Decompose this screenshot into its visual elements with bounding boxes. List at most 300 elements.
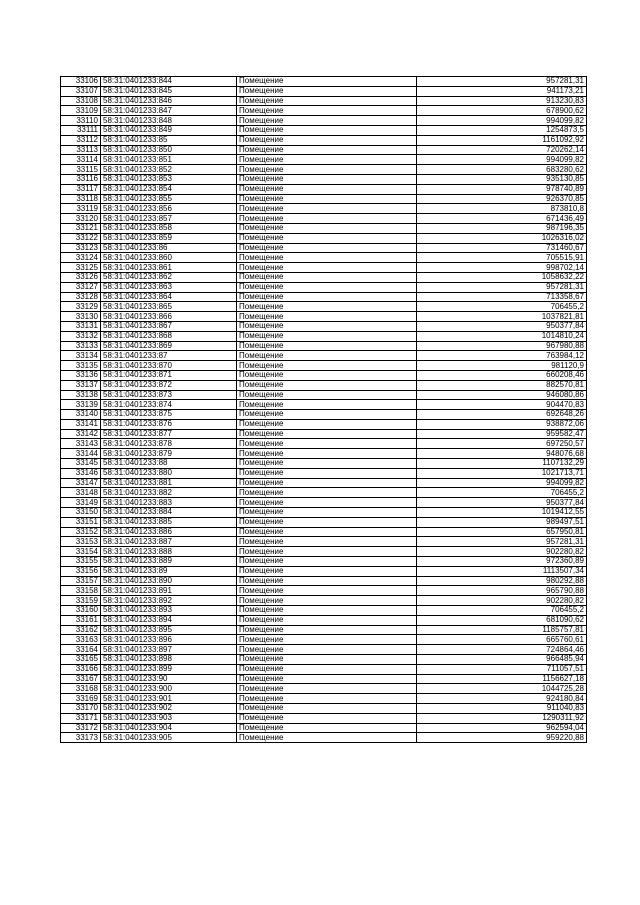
object-type-cell: Помещение: [237, 429, 417, 439]
cadastral-value-cell: 946080,86: [417, 390, 587, 400]
row-number-cell: 33134: [61, 351, 101, 361]
cadastral-value-cell: 959220,88: [417, 733, 587, 743]
object-type-cell: Помещение: [237, 253, 417, 263]
object-type-cell: Помещение: [237, 174, 417, 184]
cadastral-value-cell: 1161092,92: [417, 135, 587, 145]
cadastral-value-cell: 720262,14: [417, 145, 587, 155]
row-number-cell: 33126: [61, 272, 101, 282]
cadastral-number-cell: 58:31:0401233:888: [101, 547, 237, 557]
cadastral-value-cell: 994099,82: [417, 155, 587, 165]
table-row: [61, 145, 587, 155]
row-number-cell: 33158: [61, 586, 101, 596]
cadastral-number-cell: 58:31:0401233:865: [101, 302, 237, 312]
object-type-cell: Помещение: [237, 674, 417, 684]
cadastral-number-cell: 58:31:0401233:904: [101, 723, 237, 733]
object-type-cell: Помещение: [237, 439, 417, 449]
cadastral-value-cell: 1107132,29: [417, 459, 587, 469]
table-row: [61, 645, 587, 655]
cadastral-value-cell: 950377,84: [417, 321, 587, 331]
cadastral-value-cell: 980292,88: [417, 576, 587, 586]
row-number-cell: 33150: [61, 508, 101, 518]
object-type-cell: Помещение: [237, 557, 417, 567]
cadastral-number-cell: 58:31:0401233:874: [101, 400, 237, 410]
table-row: [61, 664, 587, 674]
cadastral-value-cell: 1156627,18: [417, 674, 587, 684]
cadastral-value-cell: 1026316,02: [417, 233, 587, 243]
object-type-cell: Помещение: [237, 223, 417, 233]
object-type-cell: Помещение: [237, 468, 417, 478]
table-row: [61, 586, 587, 596]
table-row: [61, 576, 587, 586]
cadastral-number-cell: 58:31:0401233:872: [101, 380, 237, 390]
cadastral-number-cell: 58:31:0401233:853: [101, 174, 237, 184]
row-number-cell: 33106: [61, 77, 101, 87]
cadastral-value-cell: 1019412,55: [417, 508, 587, 518]
cadastral-value-cell: 941173,21: [417, 86, 587, 96]
object-type-cell: Помещение: [237, 508, 417, 518]
table-row: [61, 380, 587, 390]
cadastral-value-cell: 962594,04: [417, 723, 587, 733]
cadastral-number-cell: 58:31:0401233:869: [101, 341, 237, 351]
row-number-cell: 33136: [61, 370, 101, 380]
table-row: [61, 684, 587, 694]
table-row: [61, 723, 587, 733]
row-number-cell: 33142: [61, 429, 101, 439]
object-type-cell: Помещение: [237, 419, 417, 429]
row-number-cell: 33159: [61, 596, 101, 606]
table-row: [61, 331, 587, 341]
row-number-cell: 33139: [61, 400, 101, 410]
table-row: [61, 674, 587, 684]
object-type-cell: Помещение: [237, 606, 417, 616]
object-type-cell: Помещение: [237, 96, 417, 106]
cadastral-number-cell: 58:31:0401233:90: [101, 674, 237, 684]
row-number-cell: 33130: [61, 312, 101, 322]
object-type-cell: Помещение: [237, 517, 417, 527]
object-type-cell: Помещение: [237, 713, 417, 723]
row-number-cell: 33166: [61, 664, 101, 674]
object-type-cell: Помещение: [237, 155, 417, 165]
cadastral-value-cell: 657950,81: [417, 527, 587, 537]
table-row: [61, 370, 587, 380]
row-number-cell: 33110: [61, 116, 101, 126]
table-row: [61, 635, 587, 645]
row-number-cell: 33123: [61, 243, 101, 253]
cadastral-value-cell: 665760,61: [417, 635, 587, 645]
object-type-cell: Помещение: [237, 282, 417, 292]
cadastral-value-cell: 965790,88: [417, 586, 587, 596]
cadastral-value-cell: 731460,67: [417, 243, 587, 253]
row-number-cell: 33124: [61, 253, 101, 263]
cadastral-value-cell: 1290311,92: [417, 713, 587, 723]
row-number-cell: 33152: [61, 527, 101, 537]
cadastral-number-cell: 58:31:0401233:903: [101, 713, 237, 723]
row-number-cell: 33173: [61, 733, 101, 743]
object-type-cell: Помещение: [237, 449, 417, 459]
object-type-cell: Помещение: [237, 478, 417, 488]
row-number-cell: 33119: [61, 204, 101, 214]
cadastral-number-cell: 58:31:0401233:88: [101, 459, 237, 469]
row-number-cell: 33125: [61, 263, 101, 273]
cadastral-value-cell: 994099,82: [417, 116, 587, 126]
row-number-cell: 33169: [61, 694, 101, 704]
cadastral-number-cell: 58:31:0401233:856: [101, 204, 237, 214]
row-number-cell: 33113: [61, 145, 101, 155]
cadastral-number-cell: 58:31:0401233:868: [101, 331, 237, 341]
cadastral-number-cell: 58:31:0401233:875: [101, 410, 237, 420]
table-row: [61, 361, 587, 371]
cadastral-value-cell: 713358,67: [417, 292, 587, 302]
document-page: [60, 76, 586, 743]
row-number-cell: 33120: [61, 214, 101, 224]
object-type-cell: Помещение: [237, 704, 417, 714]
table-row: [61, 606, 587, 616]
cadastral-value-cell: 678900,62: [417, 106, 587, 116]
table-row: [61, 517, 587, 527]
table-row: [61, 184, 587, 194]
cadastral-number-cell: 58:31:0401233:860: [101, 253, 237, 263]
table-row: [61, 204, 587, 214]
row-number-cell: 33161: [61, 615, 101, 625]
table-row: [61, 410, 587, 420]
table-row: [61, 557, 587, 567]
cadastral-value-cell: 692648,26: [417, 410, 587, 420]
table-row: [61, 282, 587, 292]
cadastral-number-cell: 58:31:0401233:902: [101, 704, 237, 714]
object-type-cell: Помещение: [237, 263, 417, 273]
cadastral-number-cell: 58:31:0401233:862: [101, 272, 237, 282]
row-number-cell: 33162: [61, 625, 101, 635]
cadastral-value-cell: 966485,94: [417, 655, 587, 665]
cadastral-value-cell: 705515,91: [417, 253, 587, 263]
cadastral-number-cell: 58:31:0401233:900: [101, 684, 237, 694]
cadastral-number-cell: 58:31:0401233:893: [101, 606, 237, 616]
cadastral-value-cell: 989497,51: [417, 517, 587, 527]
object-type-cell: Помещение: [237, 341, 417, 351]
cadastral-number-cell: 58:31:0401233:861: [101, 263, 237, 273]
row-number-cell: 33115: [61, 165, 101, 175]
cadastral-value-cell: 1037821,81: [417, 312, 587, 322]
cadastral-value-cell: 660208,46: [417, 370, 587, 380]
row-number-cell: 33140: [61, 410, 101, 420]
object-type-cell: Помещение: [237, 664, 417, 674]
table-row: [61, 655, 587, 665]
table-row: [61, 263, 587, 273]
row-number-cell: 33109: [61, 106, 101, 116]
object-type-cell: Помещение: [237, 400, 417, 410]
object-type-cell: Помещение: [237, 321, 417, 331]
row-number-cell: 33132: [61, 331, 101, 341]
row-number-cell: 33164: [61, 645, 101, 655]
cadastral-number-cell: 58:31:0401233:881: [101, 478, 237, 488]
row-number-cell: 33167: [61, 674, 101, 684]
table-row: [61, 321, 587, 331]
cadastral-number-cell: 58:31:0401233:879: [101, 449, 237, 459]
cadastral-value-cell: 902280,82: [417, 596, 587, 606]
object-type-cell: Помещение: [237, 527, 417, 537]
cadastral-number-cell: 58:31:0401233:884: [101, 508, 237, 518]
table-row: [61, 488, 587, 498]
row-number-cell: 33133: [61, 341, 101, 351]
cadastral-number-cell: 58:31:0401233:850: [101, 145, 237, 155]
object-type-cell: Помещение: [237, 302, 417, 312]
table-row: [61, 165, 587, 175]
table-row: [61, 253, 587, 263]
row-number-cell: 33151: [61, 517, 101, 527]
row-number-cell: 33114: [61, 155, 101, 165]
cadastral-number-cell: 58:31:0401233:894: [101, 615, 237, 625]
cadastral-number-cell: 58:31:0401233:871: [101, 370, 237, 380]
cadastral-number-cell: 58:31:0401233:905: [101, 733, 237, 743]
table-row: [61, 174, 587, 184]
cadastral-value-cell: 978740,89: [417, 184, 587, 194]
cadastral-value-cell: 911040,83: [417, 704, 587, 714]
cadastral-number-cell: 58:31:0401233:882: [101, 488, 237, 498]
object-type-cell: Помещение: [237, 312, 417, 322]
cadastral-value-cell: 959582,47: [417, 429, 587, 439]
table-row: [61, 419, 587, 429]
cadastral-value-cell: 998702,14: [417, 263, 587, 273]
table-row: [61, 292, 587, 302]
row-number-cell: 33146: [61, 468, 101, 478]
cadastral-number-cell: 58:31:0401233:854: [101, 184, 237, 194]
row-number-cell: 33129: [61, 302, 101, 312]
object-type-cell: Помещение: [237, 723, 417, 733]
cadastral-value-cell: 763984,12: [417, 351, 587, 361]
row-number-cell: 33122: [61, 233, 101, 243]
cadastral-number-cell: 58:31:0401233:851: [101, 155, 237, 165]
property-table: [60, 76, 587, 743]
object-type-cell: Помещение: [237, 77, 417, 87]
table-row: [61, 96, 587, 106]
table-row: [61, 106, 587, 116]
cadastral-number-cell: 58:31:0401233:866: [101, 312, 237, 322]
table-row: [61, 596, 587, 606]
table-row: [61, 566, 587, 576]
cadastral-number-cell: 58:31:0401233:896: [101, 635, 237, 645]
table-row: [61, 615, 587, 625]
object-type-cell: Помещение: [237, 694, 417, 704]
table-row: [61, 86, 587, 96]
object-type-cell: Помещение: [237, 145, 417, 155]
object-type-cell: Помещение: [237, 459, 417, 469]
cadastral-number-cell: 58:31:0401233:899: [101, 664, 237, 674]
cadastral-value-cell: 711057,51: [417, 664, 587, 674]
cadastral-value-cell: 924180,84: [417, 694, 587, 704]
cadastral-value-cell: 972360,89: [417, 557, 587, 567]
object-type-cell: Помещение: [237, 390, 417, 400]
row-number-cell: 33163: [61, 635, 101, 645]
table-row: [61, 439, 587, 449]
cadastral-number-cell: 58:31:0401233:880: [101, 468, 237, 478]
cadastral-value-cell: 671436,49: [417, 214, 587, 224]
row-number-cell: 33153: [61, 537, 101, 547]
object-type-cell: Помещение: [237, 488, 417, 498]
object-type-cell: Помещение: [237, 86, 417, 96]
cadastral-number-cell: 58:31:0401233:878: [101, 439, 237, 449]
table-row: [61, 341, 587, 351]
row-number-cell: 33127: [61, 282, 101, 292]
cadastral-value-cell: 873810,8: [417, 204, 587, 214]
table-row: [61, 135, 587, 145]
cadastral-number-cell: 58:31:0401233:883: [101, 498, 237, 508]
cadastral-number-cell: 58:31:0401233:887: [101, 537, 237, 547]
row-number-cell: 33156: [61, 566, 101, 576]
row-number-cell: 33116: [61, 174, 101, 184]
cadastral-value-cell: 957281,31: [417, 282, 587, 292]
cadastral-number-cell: 58:31:0401233:855: [101, 194, 237, 204]
cadastral-value-cell: 904470,83: [417, 400, 587, 410]
cadastral-number-cell: 58:31:0401233:890: [101, 576, 237, 586]
object-type-cell: Помещение: [237, 361, 417, 371]
cadastral-number-cell: 58:31:0401233:864: [101, 292, 237, 302]
object-type-cell: Помещение: [237, 184, 417, 194]
cadastral-value-cell: 967980,88: [417, 341, 587, 351]
cadastral-number-cell: 58:31:0401233:886: [101, 527, 237, 537]
row-number-cell: 33117: [61, 184, 101, 194]
row-number-cell: 33128: [61, 292, 101, 302]
table-body: [61, 77, 587, 743]
row-number-cell: 33160: [61, 606, 101, 616]
object-type-cell: Помещение: [237, 655, 417, 665]
cadastral-number-cell: 58:31:0401233:870: [101, 361, 237, 371]
object-type-cell: Помещение: [237, 576, 417, 586]
cadastral-value-cell: 1014810,24: [417, 331, 587, 341]
object-type-cell: Помещение: [237, 380, 417, 390]
cadastral-value-cell: 935130,85: [417, 174, 587, 184]
table-row: [61, 302, 587, 312]
cadastral-number-cell: 58:31:0401233:897: [101, 645, 237, 655]
cadastral-number-cell: 58:31:0401233:847: [101, 106, 237, 116]
object-type-cell: Помещение: [237, 194, 417, 204]
table-row: [61, 468, 587, 478]
cadastral-value-cell: 1021713,71: [417, 468, 587, 478]
cadastral-number-cell: 58:31:0401233:876: [101, 419, 237, 429]
cadastral-number-cell: 58:31:0401233:845: [101, 86, 237, 96]
cadastral-value-cell: 913230,83: [417, 96, 587, 106]
cadastral-number-cell: 58:31:0401233:863: [101, 282, 237, 292]
cadastral-number-cell: 58:31:0401233:867: [101, 321, 237, 331]
row-number-cell: 33143: [61, 439, 101, 449]
object-type-cell: Помещение: [237, 586, 417, 596]
object-type-cell: Помещение: [237, 331, 417, 341]
table-row: [61, 508, 587, 518]
cadastral-number-cell: 58:31:0401233:859: [101, 233, 237, 243]
row-number-cell: 33154: [61, 547, 101, 557]
table-row: [61, 390, 587, 400]
row-number-cell: 33171: [61, 713, 101, 723]
object-type-cell: Помещение: [237, 243, 417, 253]
cadastral-number-cell: 58:31:0401233:846: [101, 96, 237, 106]
object-type-cell: Помещение: [237, 537, 417, 547]
cadastral-number-cell: 58:31:0401233:895: [101, 625, 237, 635]
cadastral-value-cell: 706455,2: [417, 302, 587, 312]
cadastral-value-cell: 948076,68: [417, 449, 587, 459]
table-row: [61, 537, 587, 547]
object-type-cell: Помещение: [237, 547, 417, 557]
row-number-cell: 33111: [61, 125, 101, 135]
table-row: [61, 713, 587, 723]
table-row: [61, 625, 587, 635]
table-row: [61, 214, 587, 224]
object-type-cell: Помещение: [237, 625, 417, 635]
table-row: [61, 155, 587, 165]
cadastral-value-cell: 1185757,81: [417, 625, 587, 635]
table-row: [61, 194, 587, 204]
row-number-cell: 33131: [61, 321, 101, 331]
object-type-cell: Помещение: [237, 615, 417, 625]
cadastral-value-cell: 882570,81: [417, 380, 587, 390]
row-number-cell: 33147: [61, 478, 101, 488]
row-number-cell: 33145: [61, 459, 101, 469]
table-row: [61, 694, 587, 704]
cadastral-value-cell: 957281,31: [417, 537, 587, 547]
table-row: [61, 116, 587, 126]
row-number-cell: 33155: [61, 557, 101, 567]
row-number-cell: 33165: [61, 655, 101, 665]
row-number-cell: 33112: [61, 135, 101, 145]
cadastral-value-cell: 1058632,22: [417, 272, 587, 282]
row-number-cell: 33168: [61, 684, 101, 694]
row-number-cell: 33135: [61, 361, 101, 371]
cadastral-value-cell: 681090,62: [417, 615, 587, 625]
table-row: [61, 498, 587, 508]
object-type-cell: Помещение: [237, 125, 417, 135]
table-row: [61, 272, 587, 282]
object-type-cell: Помещение: [237, 635, 417, 645]
table-row: [61, 351, 587, 361]
table-row: [61, 243, 587, 253]
cadastral-value-cell: 987196,35: [417, 223, 587, 233]
row-number-cell: 33107: [61, 86, 101, 96]
object-type-cell: Помещение: [237, 214, 417, 224]
row-number-cell: 33172: [61, 723, 101, 733]
cadastral-number-cell: 58:31:0401233:877: [101, 429, 237, 439]
row-number-cell: 33170: [61, 704, 101, 714]
cadastral-number-cell: 58:31:0401233:86: [101, 243, 237, 253]
row-number-cell: 33141: [61, 419, 101, 429]
object-type-cell: Помещение: [237, 292, 417, 302]
cadastral-number-cell: 58:31:0401233:892: [101, 596, 237, 606]
cadastral-value-cell: 1044725,28: [417, 684, 587, 694]
cadastral-number-cell: 58:31:0401233:849: [101, 125, 237, 135]
object-type-cell: Помещение: [237, 733, 417, 743]
object-type-cell: Помещение: [237, 165, 417, 175]
object-type-cell: Помещение: [237, 684, 417, 694]
cadastral-number-cell: 58:31:0401233:901: [101, 694, 237, 704]
object-type-cell: Помещение: [237, 645, 417, 655]
row-number-cell: 33157: [61, 576, 101, 586]
table-row: [61, 233, 587, 243]
cadastral-number-cell: 58:31:0401233:858: [101, 223, 237, 233]
table-row: [61, 400, 587, 410]
row-number-cell: 33138: [61, 390, 101, 400]
object-type-cell: Помещение: [237, 566, 417, 576]
cadastral-value-cell: 706455,2: [417, 606, 587, 616]
cadastral-number-cell: 58:31:0401233:89: [101, 566, 237, 576]
object-type-cell: Помещение: [237, 233, 417, 243]
object-type-cell: Помещение: [237, 106, 417, 116]
row-number-cell: 33118: [61, 194, 101, 204]
cadastral-number-cell: 58:31:0401233:844: [101, 77, 237, 87]
cadastral-value-cell: 950377,84: [417, 498, 587, 508]
cadastral-value-cell: 994099,82: [417, 478, 587, 488]
table-row: [61, 449, 587, 459]
object-type-cell: Помещение: [237, 204, 417, 214]
row-number-cell: 33148: [61, 488, 101, 498]
cadastral-number-cell: 58:31:0401233:852: [101, 165, 237, 175]
cadastral-number-cell: 58:31:0401233:885: [101, 517, 237, 527]
